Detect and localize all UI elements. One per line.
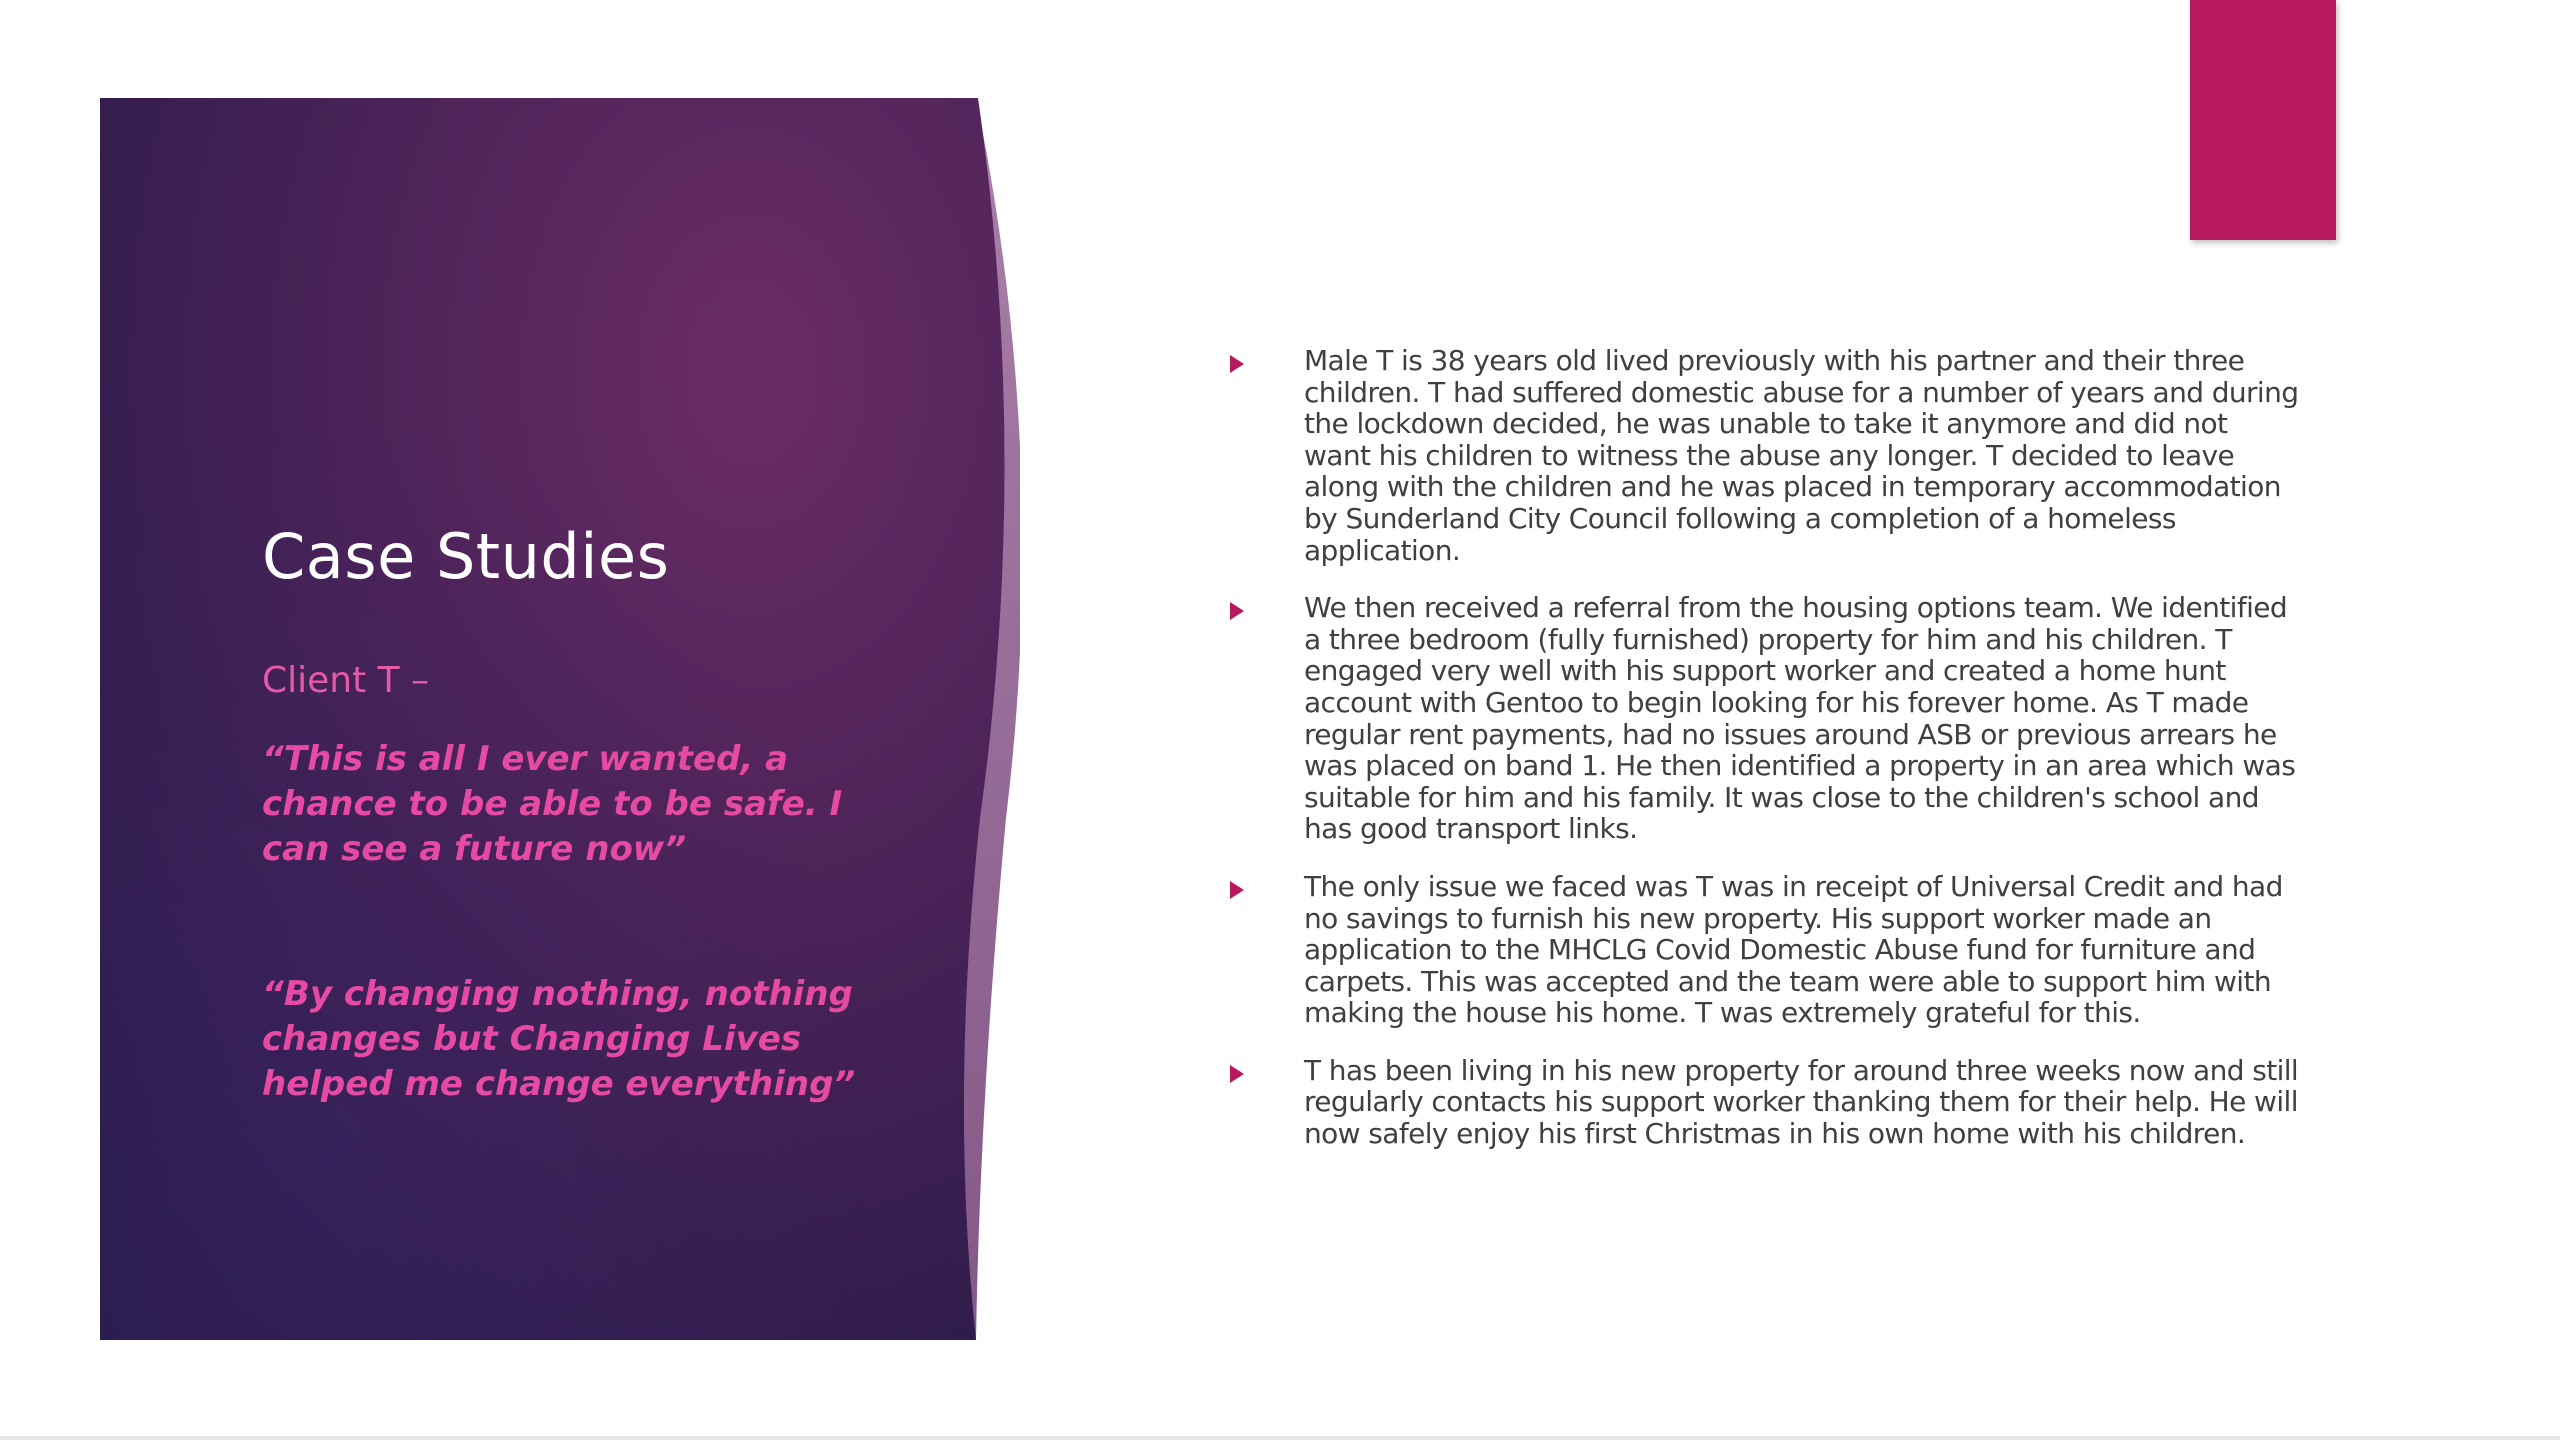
bullet-text: The only issue we faced was T was in receipt of Universal Credit and had no savings to furnish his new property. His support worker made an application to the MHCLG Covid Domestic Abuse fund for furniture and carpets. This was accepted and the team were able to support him with making the house his home. T was extremely grateful for this. [1304, 869, 2283, 1030]
triangle-right-icon [1230, 602, 1244, 620]
bullet-item [1230, 345, 2300, 566]
case-study-content [1230, 345, 2300, 1176]
bullet-item [1230, 592, 2300, 845]
client-label: Client T – [262, 660, 430, 701]
bullet-text: T has been living in his new property for around three weeks now and still regularly contacts his support worker thanking them for their help. He will now safely enjoy his first Christmas in his own home with his children. [1304, 1053, 2299, 1151]
bullet-text: We then received a referral from the housing options team. We identified a three bedroom (fully furnished) property for him and his children. T engaged very well with his support worker and created a home hunt account with Gentoo to begin looking for his forever home. As T made regular rent payments, had no issues around ASB or previous arrears he was placed on band 1. He then identified a property in an area which was suitable for him and his family. It was close to the children's school and has good transport links. [1304, 591, 2296, 846]
slide-title: Case Studies [262, 520, 670, 593]
client-quote: “This is all I ever wanted, a chance to be able to be safe. I can see a future now” [262, 739, 843, 869]
bullet-item [1230, 871, 2300, 1029]
triangle-right-icon [1230, 881, 1244, 899]
triangle-right-icon [1230, 355, 1244, 373]
triangle-right-icon [1230, 1065, 1244, 1083]
client-quote: “By changing nothing, nothing changes but Changing Lives helped me change everything” [262, 974, 856, 1104]
bullet-item [1230, 1055, 2300, 1150]
accent-tab [2190, 0, 2336, 240]
client-quotes [262, 660, 882, 1107]
slide-bottom-border [0, 1436, 2560, 1440]
bullet-text: Male T is 38 years old lived previously with his partner and their three children. T had suffered domestic abuse for a number of years and during the lockdown decided, he was unable to take it anymore and did not want his children to witness the abuse any longer. T decided to leave along with the children and he was placed in temporary accommodation by Sunderland City Council following a completion of a homeless application. [1304, 344, 2299, 567]
